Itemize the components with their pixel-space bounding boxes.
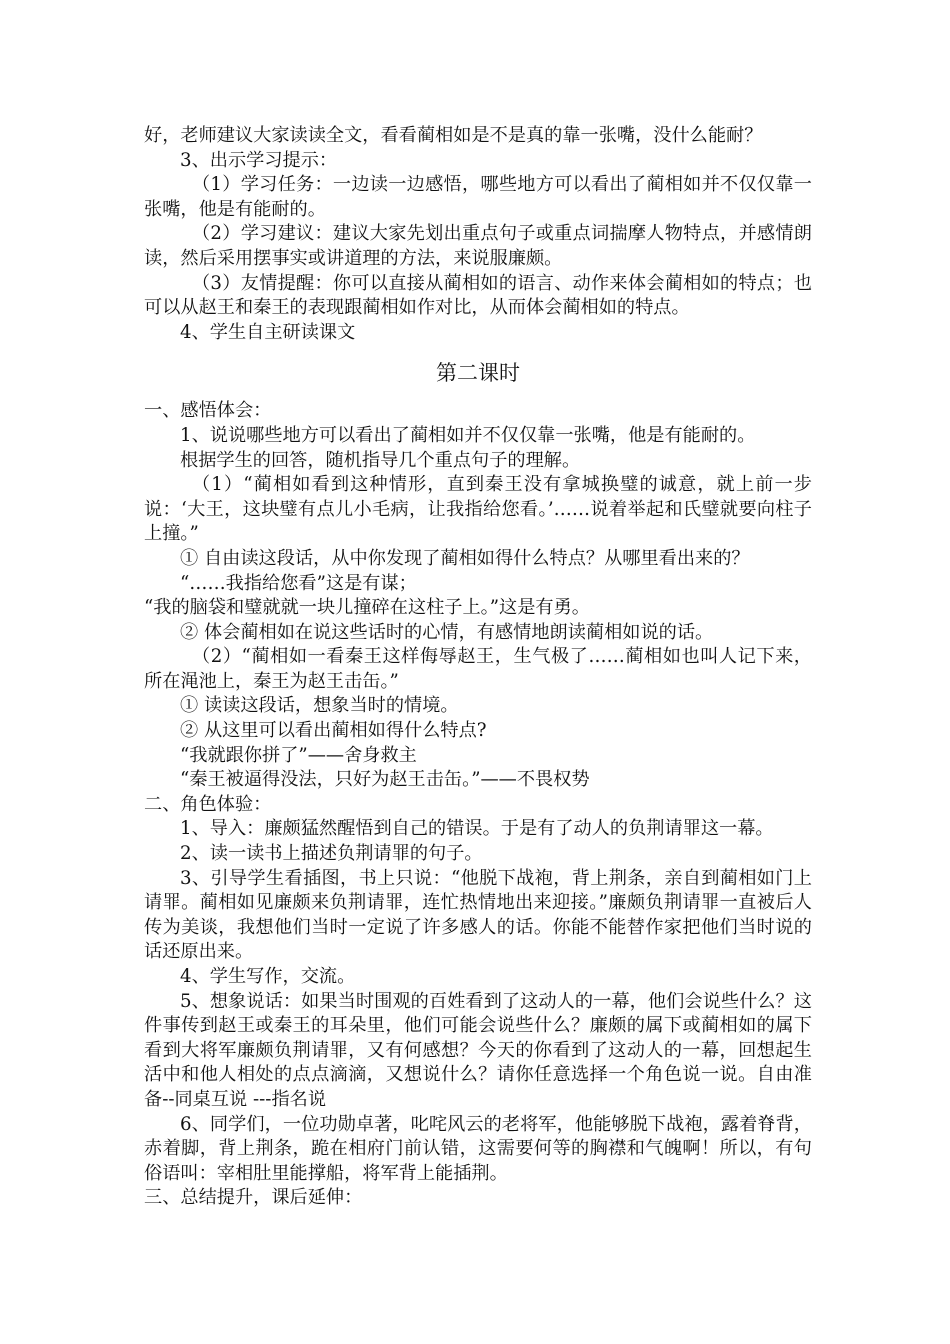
document-body (144, 124, 812, 1211)
section-lesson-one-tail (144, 124, 812, 345)
paragraph: 3、引导学生看插图，书上只说：“他脱下战袍，背上荆条，亲自到蔺相如门上请罪。蔺相如见廉颇来负荆请罪，连忙热情地出来迎接。”廉颇负荆请罪一直被后人传为美谈，我想他们当时一定说了许多感人的话。你能不能替作家把他们当时说的话还原出来。 (144, 867, 812, 963)
paragraph: 2、读一读书上描述负荆请罪的句子。 (180, 843, 483, 865)
paragraph: 1、说说哪些地方可以看出了蔺相如并不仅仅靠一张嘴，他是有能耐的。 (180, 424, 756, 446)
paragraph: 5、想象说话：如果当时围观的百姓看到了这动人的一幕，他们会说些什么？这件事传到赵王或秦王的耳朵里，他们可能会说些什么？廉颇的属下或蔺相如的属下看到大将军廉颇负荆请罪，又有何感想？今天的你看到了这动人的一幕，回想起生活中和他人相处的点点滴滴，又想说什么？请你任意选择一个角色说一说。自由准备--同桌互说 ---指名说 (144, 990, 812, 1110)
paragraph: 6、同学们，一位功勋卓著，叱咤风云的老将军，他能够脱下战袍，露着脊背，赤着脚，背上荆条，跪在相府门前认错，这需要何等的胸襟和气魄啊！所以，有句俗语叫：宰相肚里能撑船，将军背上能插荆。 (144, 1113, 812, 1184)
paragraph: （1）“蔺相如看到这种情形，直到秦王没有拿城换璧的诚意，就上前一步说：‘大王，这块璧有点儿小毛病，让我指给您看。’……说着举起和氏璧就要向柱子上撞。” (144, 474, 812, 545)
paragraph: 二、角色体验： (144, 793, 272, 815)
paragraph: （1）学习任务：一边读一边感悟，哪些地方可以看出了蔺相如并不仅仅靠一张嘴，他是有能耐的。 (144, 174, 812, 220)
paragraph: 4、学生自主研读课文 (180, 321, 356, 343)
paragraph: 根据学生的回答，随机指导几个重点句子的理解。 (180, 449, 581, 471)
paragraph: “……我指给您看”这是有谋； (180, 572, 417, 594)
paragraph: （3）友情提醒：你可以直接从蔺相如的语言、动作来体会蔺相如的特点；也可以从赵王和秦王的表现跟蔺相如作对比，从而体会蔺相如的特点。 (144, 272, 812, 319)
paragraph: （2）学习建议：建议大家先划出重点句子或重点词揣摩人物特点，并感情朗读，然后采用摆事实或讲道理的方法，来说服廉颇。 (144, 223, 812, 269)
paragraph: 1、导入：廉颇猛然醒悟到自己的错误。于是有了动人的负荆请罪这一幕。 (180, 818, 774, 840)
paragraph: ① 自由读这段话，从中你发现了蔺相如得什么特点？从哪里看出来的？ (180, 547, 750, 569)
paragraph: 一、感悟体会： (144, 400, 272, 422)
paragraph: （2）“蔺相如一看秦王这样侮辱赵王，生气极了……蔺相如也叫人记下来，所在渑池上，秦王为赵王击缶。” (144, 646, 812, 692)
paragraph: 4、学生写作，交流。 (180, 966, 356, 987)
lesson-heading: 第二课时 (436, 361, 520, 386)
paragraph: ② 体会蔺相如在说这些话时的心情，有感情地朗读蔺相如说的话。 (180, 621, 714, 643)
paragraph: “我的脑袋和璧就就一块儿撞碎在这柱子上。”这是有勇。 (144, 597, 590, 619)
paragraph: ① 读读这段话，想象当时的情境。 (180, 695, 459, 717)
paragraph: “秦王被逼得没法，只好为赵王击缶。”——不畏权势 (180, 769, 590, 791)
paragraph: 三、总结提升，课后延伸： (144, 1187, 363, 1209)
paragraph: 3、出示学习提示： (180, 149, 338, 171)
paragraph: ② 从这里可以看出蔺相如得什么特点? (180, 720, 487, 742)
section-lesson-two (144, 399, 812, 1211)
paragraph: 好，老师建议大家读读全文，看看蔺相如是不是真的靠一张嘴，没什么能耐？ (144, 125, 763, 146)
paragraph: “我就跟你拼了”——舍身救主 (180, 744, 417, 766)
